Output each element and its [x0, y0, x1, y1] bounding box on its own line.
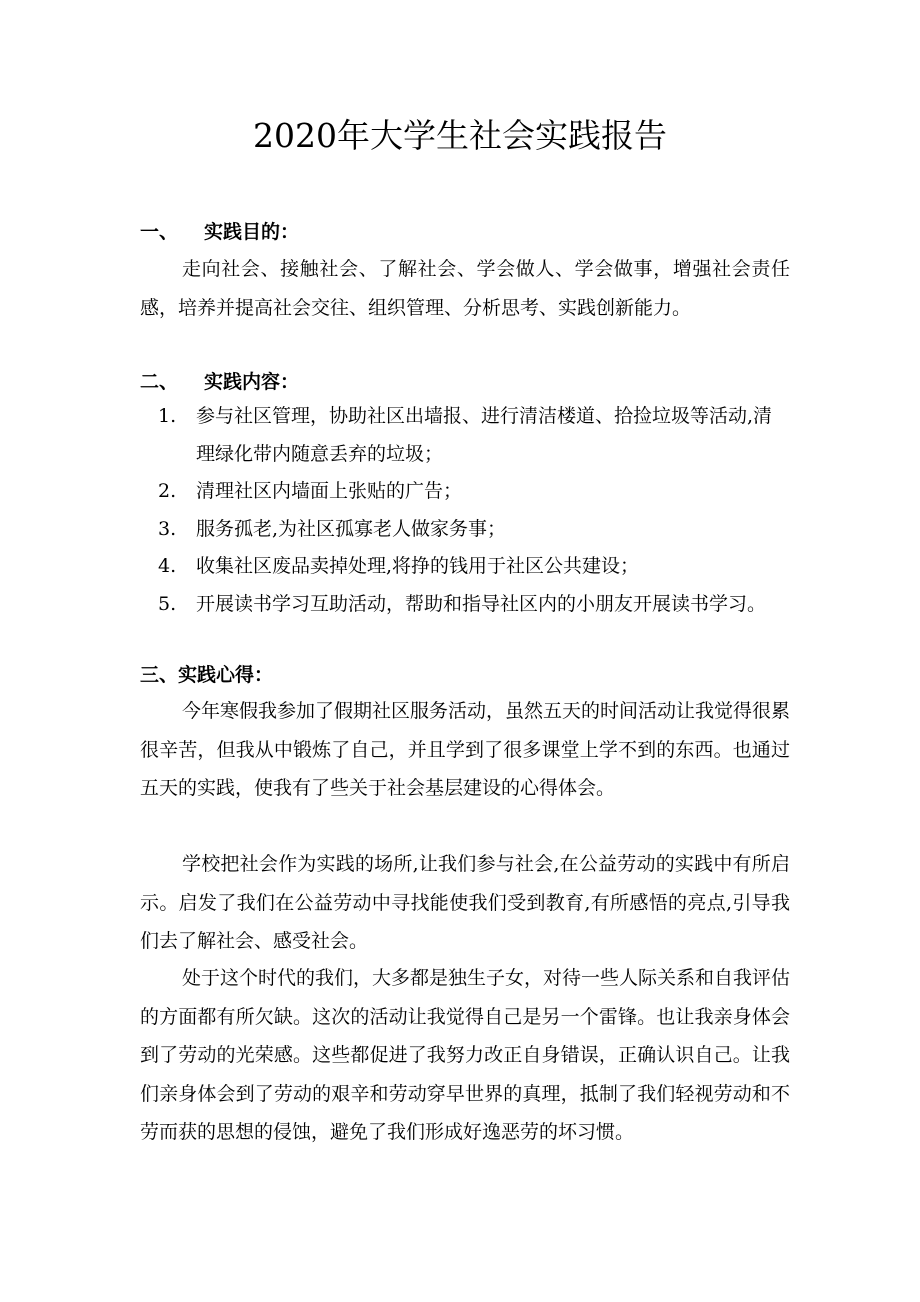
purpose-paragraph: 走向社会、接触社会、了解社会、学会做人、学会做事，增强社会责任感，培养并提高社会交往、组织管理、分析思考、实践创新能力。	[140, 258, 790, 319]
list-item	[140, 398, 790, 473]
list-item-text: 收集社区废品卖掉处理,将挣的钱用于社区公共建设；	[196, 555, 640, 577]
section-number: 一、	[140, 221, 179, 243]
list-item	[140, 473, 790, 511]
section-heading-content	[140, 366, 299, 398]
section-title: 实践内容：	[204, 371, 300, 393]
list-item	[140, 548, 790, 586]
list-item-number: 2.	[158, 480, 177, 502]
page-title: 2020年大学生社会实践报告	[253, 116, 667, 155]
reflection-paragraph-1: 今年寒假我参加了假期社区服务活动，虽然五天的时间活动让我觉得很累很辛苦，但我从中锻炼了自己，并且学到了很多课堂上学不到的东西。也通过五天的实践，使我有了些关于社会基层建设的心得体会。	[140, 700, 791, 799]
list-item	[140, 511, 790, 549]
list-item-number: 5.	[158, 592, 177, 615]
section-number: 二、	[140, 371, 179, 393]
reflection-paragraph-3: 处于这个时代的我们，大多都是独生子女，对待一些人际关系和自我评估的方面都有所欠缺。这次的活动让我觉得自己是另一个雷锋。也让我亲身体会到了劳动的光荣感。这些都促进了我努力改正自身错误，正确认识自己。让我们亲身体会到了劳动的艰辛和劳动穿早世界的真理，抵制了我们轻视劳动和不劳而获的思想的侵蚀，避免了我们形成好逸恶劳的坏习惯。	[140, 967, 791, 1143]
content-list	[140, 398, 790, 623]
section-heading-purpose	[140, 216, 299, 248]
list-item-number: 1.	[158, 405, 177, 427]
list-item	[140, 586, 790, 624]
section-title: 实践心得：	[178, 664, 274, 686]
section-heading-reflection	[140, 659, 273, 691]
list-item-text: 开展读书学习互助活动，帮助和指导社区内的小朋友开展读书学习。	[196, 592, 767, 615]
list-item-number: 3.	[158, 517, 177, 540]
list-item-number: 4.	[158, 555, 177, 577]
list-item-text: 服务孤老,为社区孤寡老人做家务事；	[196, 517, 507, 540]
section-title: 实践目的：	[204, 221, 300, 243]
list-item-text: 清理社区内墙面上张贴的广告；	[196, 480, 463, 502]
section-number: 三、	[140, 664, 179, 686]
reflection-paragraph-2: 学校把社会作为实践的场所,让我们参与社会,在公益劳动的实践中有所启示。启发了我们在公益劳动中寻找能使我们受到教育,有所感悟的亮点,引导我们去了解社会、感受社会。	[140, 853, 790, 952]
list-item-text: 参与社区管理，协助社区出墙报、进行清洁楼道、拾捡垃圾等活动,清理绿化带内随意丢弃的垃圾；	[196, 405, 773, 465]
